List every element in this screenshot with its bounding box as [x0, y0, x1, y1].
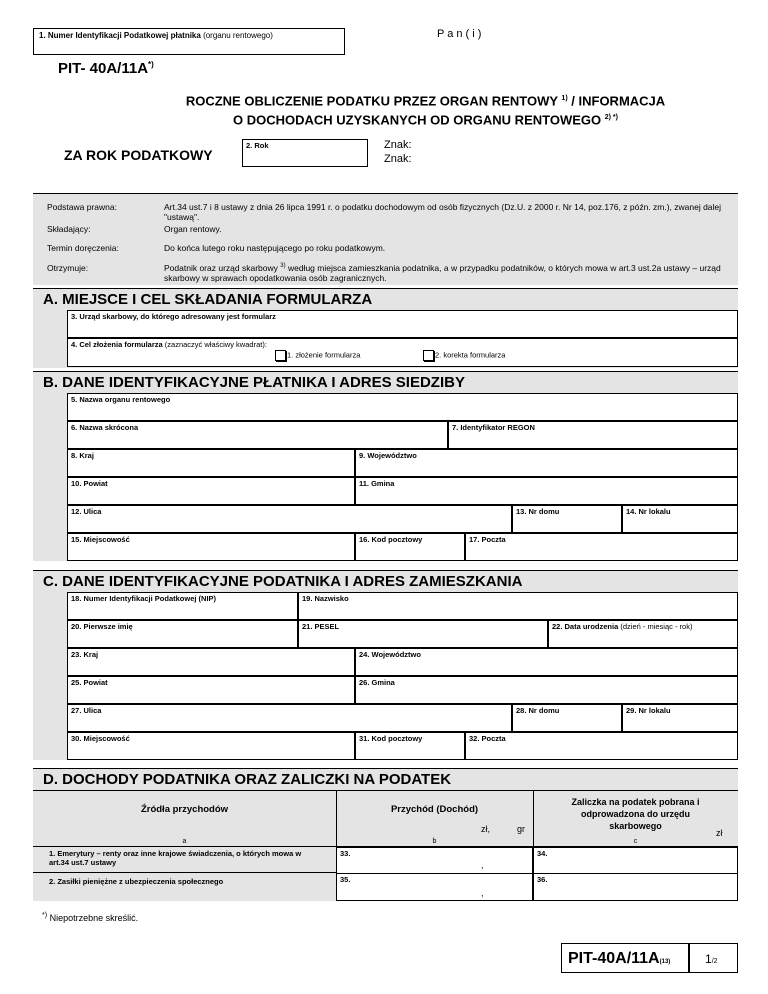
option-correction-label: 2. korekta formularza: [435, 350, 506, 360]
short-name-field[interactable]: [67, 421, 448, 449]
f29-label: 29. Nr lokalu: [626, 706, 671, 715]
field-33[interactable]: [336, 847, 533, 874]
taxpayer-commune-field[interactable]: [355, 676, 738, 704]
taxpayer-voivodeship-field[interactable]: [355, 648, 738, 676]
f35-comma: ,: [481, 888, 484, 898]
footer-form-code-sub: (13): [659, 959, 671, 965]
podstawa-text: Art.34 ust.7 i 8 ustawy z dnia 26 lipca 1991 r. o podatku dochodowym od osób fizycznych (Dz.U. z 2000 r. Nr 14, poz.176, z późn. zm.), zwanej dalej "ustawą".: [164, 202, 722, 222]
footnote: [42, 912, 138, 923]
taxpayer-post-office-field[interactable]: [465, 732, 738, 760]
f22-label: 22. Data urodzenia: [552, 622, 619, 631]
f23-label: 23. Kraj: [71, 650, 99, 659]
option-correction[interactable]: [423, 350, 505, 361]
tax-year-label: ZA ROK PODATKOWY: [64, 147, 213, 163]
taxpayer-postcode-field[interactable]: [355, 732, 465, 760]
otrzymuje-text-a: Podatnik oraz urząd skarbowy: [164, 262, 278, 273]
payer-post-office-field[interactable]: [465, 533, 738, 561]
skladajacy-label: Składający:: [47, 224, 91, 234]
payer-name-field[interactable]: [67, 393, 738, 421]
f20-label: 20. Pierwsze imię: [71, 622, 133, 631]
payer-voivodeship-field[interactable]: [355, 449, 738, 477]
f15-label: 15. Miejscowość: [71, 535, 130, 544]
f36-label: 36.: [537, 875, 548, 884]
f7-label: 7. Identyfikator REGON: [452, 423, 535, 432]
f31-label: 31. Kod pocztowy: [359, 734, 423, 743]
title-line1: ROCZNE OBLICZENIE PODATKU PRZEZ ORGAN RENTOWY: [185, 93, 558, 109]
taxpayer-nip-field[interactable]: [67, 592, 298, 620]
f24-label: 24. Województwo: [359, 650, 421, 659]
f16-label: 16. Kod pocztowy: [359, 535, 423, 544]
col-b-gr: gr: [517, 824, 526, 834]
taxpayer-house-no-field[interactable]: [512, 704, 622, 732]
f9-label: 9. Województwo: [359, 451, 417, 460]
termin-label: Termin doręczenia:: [47, 243, 119, 253]
footnote-text: Niepotrzebne skreślić.: [49, 913, 139, 923]
field-35[interactable]: [336, 873, 533, 901]
payer-street-field[interactable]: [67, 505, 512, 533]
footer-page-number: 1: [705, 952, 712, 966]
income-row-2: [33, 873, 336, 901]
f6-label: 6. Nazwa skrócona: [71, 423, 139, 432]
f17-label: 17. Poczta: [469, 535, 506, 544]
payer-country-field[interactable]: [67, 449, 355, 477]
taxpayer-country-field[interactable]: [67, 648, 355, 676]
row1-label: 1. Emerytury – renty oraz inne krajowe świadczenia, o których mowa w art.34 ust.7 ustawy: [49, 849, 302, 867]
f35-label: 35.: [340, 875, 351, 884]
col-c-letter: c: [633, 838, 638, 845]
taxpayer-city-field[interactable]: [67, 732, 355, 760]
tax-office-field[interactable]: [67, 310, 738, 338]
otrzymuje-text-b: według miejsca zamieszkania podatnika, a w przypadku podatników, o których mowa w art.3 ust.2a ustawy – urząd skarbowy w sprawach opodatkowania osób zagranicznych.: [164, 262, 721, 283]
znak-label-1: Znak:: [384, 139, 412, 151]
f22-note: (dzień - miesiąc - rok): [620, 622, 693, 631]
col-a-header: Źródła przychodów: [140, 804, 229, 815]
f30-label: 30. Miejscowość: [71, 734, 130, 743]
f4-note: (zaznaczyć właściwy kwadrat):: [164, 340, 267, 349]
col-c-zl: zł: [716, 828, 723, 838]
f26-label: 26. Gmina: [359, 678, 395, 687]
taxpayer-street-field[interactable]: [67, 704, 512, 732]
f33-comma: ,: [481, 860, 484, 870]
field-36[interactable]: [533, 873, 738, 901]
f32-label: 32. Poczta: [469, 734, 506, 743]
form-title: [33, 90, 738, 129]
f8-label: 8. Kraj: [71, 451, 94, 460]
znak-label-2: Znak:: [384, 153, 412, 165]
col-a-letter: a: [182, 838, 187, 845]
f18-label: 18. Numer Identyfikacji Podatkowej (NIP): [71, 594, 217, 603]
f25-label: 25. Powiat: [71, 678, 108, 687]
nip-payer-label: 1. Numer Identyfikacji Podatkowej płatnika: [39, 31, 201, 40]
f12-label: 12. Ulica: [71, 507, 102, 516]
nip-payer-note: (organu rentowego): [203, 31, 273, 40]
f3-label: 3. Urząd skarbowy, do którego adresowany jest formularz: [71, 312, 276, 321]
footer-page-box: [689, 943, 738, 973]
form-code: PIT- 40A/11A: [58, 60, 149, 77]
f4-label: 4. Cel złożenia formularza: [71, 340, 163, 349]
f21-label: 21. PESEL: [302, 622, 340, 631]
f27-label: 27. Ulica: [71, 706, 102, 715]
otrzymuje-label: Otrzymuje:: [47, 263, 89, 273]
field-34[interactable]: [533, 847, 738, 874]
f28-label: 28. Nr domu: [516, 706, 560, 715]
info-block: [33, 193, 738, 285]
title-line2: O DOCHODACH UZYSKANYCH OD ORGANU RENTOWEGO: [233, 112, 602, 128]
payer-city-field[interactable]: [67, 533, 355, 561]
footer-form-code-box: [561, 943, 689, 973]
form-code-header: [58, 60, 154, 77]
footer-form-code: PIT-40A/11A: [568, 950, 660, 967]
f5-label: 5. Nazwa organu rentowego: [71, 395, 171, 404]
payer-apartment-no-field[interactable]: [622, 505, 738, 533]
regon-field[interactable]: [448, 421, 738, 449]
form-code-sup: *): [148, 60, 154, 69]
section-b-header: B. DANE IDENTYFIKACYJNE PŁATNIKA I ADRES SIEDZIBY: [33, 371, 738, 393]
otrzymuje-sup: 3): [280, 263, 286, 269]
payer-commune-field[interactable]: [355, 477, 738, 505]
podstawa-label: Podstawa prawna:: [47, 202, 117, 212]
first-name-field[interactable]: [67, 620, 298, 648]
f19-label: 19. Nazwisko: [302, 594, 349, 603]
f34-label: 34.: [537, 849, 548, 858]
payer-postcode-field[interactable]: [355, 533, 465, 561]
income-row-1: [33, 847, 336, 873]
option-submit[interactable]: [275, 350, 360, 361]
taxpayer-county-field[interactable]: [67, 676, 355, 704]
col-c-header: Zaliczka na podatek pobrana i odprowadzona do urzędu skarbowego: [571, 797, 700, 831]
taxpayer-apartment-no-field[interactable]: [622, 704, 738, 732]
otrzymuje-text: [164, 261, 724, 283]
col-b-zl: zł,: [481, 824, 490, 834]
birth-date-field[interactable]: [548, 620, 738, 648]
pesel-field[interactable]: [298, 620, 548, 648]
footer-page-of: /2: [711, 958, 718, 965]
nip-payer-field[interactable]: [33, 28, 345, 55]
title-sup2: 2) *): [604, 114, 618, 122]
purpose-field: [67, 338, 738, 367]
row2-label: 2. Zasiłki pieniężne z ubezpieczenia społecznego: [49, 877, 224, 886]
footnote-sup: *): [42, 912, 48, 919]
f14-label: 14. Nr lokalu: [626, 507, 671, 516]
f11-label: 11. Gmina: [359, 479, 395, 488]
income-table-header: [33, 790, 738, 847]
f13-label: 13. Nr domu: [516, 507, 560, 516]
title-sup1: 1): [561, 95, 568, 102]
title-line1b: / INFORMACJA: [571, 93, 666, 109]
section-a-header: A. MIEJSCE I CEL SKŁADANIA FORMULARZA: [33, 288, 738, 310]
surname-field[interactable]: [298, 592, 738, 620]
f33-label: 33.: [340, 849, 351, 858]
section-d-header: D. DOCHODY PODATNIKA ORAZ ZALICZKI NA PODATEK: [33, 768, 738, 790]
payer-county-field[interactable]: [67, 477, 355, 505]
skladajacy-text: Organ rentowy.: [164, 224, 222, 234]
year-field-label: 2. Rok: [246, 141, 269, 150]
f10-label: 10. Powiat: [71, 479, 108, 488]
col-b-header: Przychód (Dochód): [390, 804, 479, 815]
option-correction-checkbox[interactable]: [423, 350, 434, 361]
payer-house-no-field[interactable]: [512, 505, 622, 533]
year-field[interactable]: [242, 139, 368, 167]
pan-label: P a n ( i ): [437, 28, 482, 40]
col-b-letter: b: [432, 838, 437, 845]
option-submit-label: 1. złożenie formularza: [287, 350, 361, 360]
section-c-header: C. DANE IDENTYFIKACYJNE PODATNIKA I ADRES ZAMIESZKANIA: [33, 570, 738, 592]
termin-text: Do końca lutego roku następującego po roku podatkowym.: [164, 243, 386, 253]
option-submit-checkbox[interactable]: [275, 350, 286, 361]
